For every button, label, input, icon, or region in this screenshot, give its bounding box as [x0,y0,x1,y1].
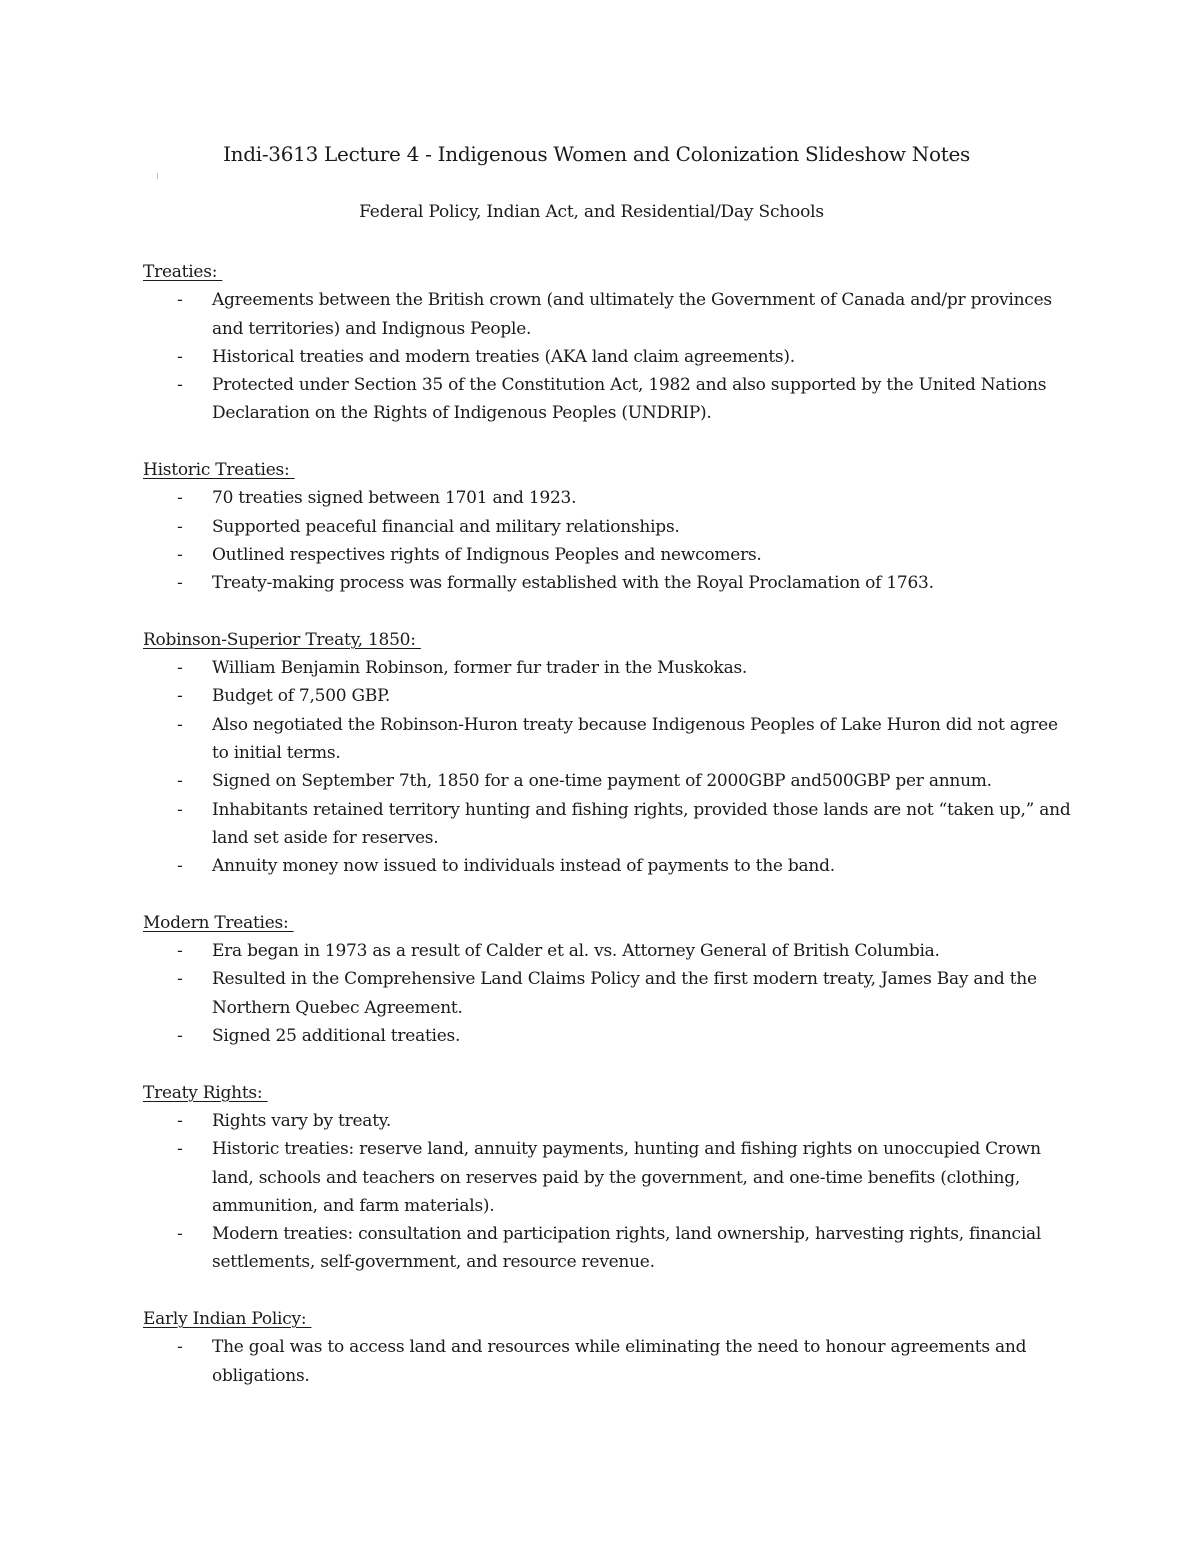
section-heading: Historic Treaties: [143,460,295,481]
notes-section [143,909,1073,1050]
list-item [143,1333,1073,1390]
list-item-text: Signed on September 7th, 1850 for a one-time payment of 2000GBP and500GBP per annum. [212,771,992,792]
list-item [143,852,1073,880]
list-item [143,937,1073,965]
notes-section [143,626,1073,881]
list-item [143,654,1073,682]
bullet-dash: - [177,573,183,594]
bullet-dash: - [177,686,183,707]
list-item [143,965,1073,1022]
bullet-list [143,1333,1073,1390]
bullet-dash: - [177,488,183,509]
notes-body [143,258,1073,1418]
bullet-dash: - [177,799,183,820]
list-item [143,541,1073,569]
list-item-text: Also negotiated the Robinson-Huron treaty because Indigenous Peoples of Lake Huron did not agree to initial terms. [212,714,1058,764]
margin-mark [157,173,158,179]
list-item [143,1220,1073,1277]
list-item [143,371,1073,428]
section-heading: Treaty Rights: [143,1082,268,1103]
list-item [143,569,1073,597]
notes-section [143,1305,1073,1390]
list-item-text: Resulted in the Comprehensive Land Claims Policy and the first modern treaty, James Bay and the Northern Quebec Agreement. [212,969,1037,1018]
list-item-text: Era began in 1973 as a result of Calder et al. vs. Attorney General of British Columbia. [212,941,940,962]
bullet-dash: - [177,1139,183,1160]
bullet-dash: - [177,1337,183,1358]
notes-section [143,1079,1073,1277]
list-item-text: Inhabitants retained territory hunting and fishing rights, provided those lands are not “taken up,” and land set aside for reserves. [212,799,1071,848]
bullet-dash: - [177,1026,183,1047]
bullet-list [143,484,1073,597]
bullet-dash: - [177,714,183,735]
list-item [143,1135,1073,1220]
list-item-text: Agreements between the British crown (and ultimately the Government of Canada and/pr provinces and territories) and Indignous People. [212,290,1052,339]
list-item-text: Supported peaceful financial and military relationships. [212,516,680,537]
list-item [143,682,1073,710]
notes-section [143,258,1073,428]
list-item [143,711,1073,768]
bullet-dash: - [177,1224,183,1245]
list-item [143,343,1073,371]
bullet-list [143,1107,1073,1277]
list-item [143,513,1073,541]
section-heading: Early Indian Policy: [143,1308,312,1329]
list-item-text: 70 treaties signed between 1701 and 1923. [212,488,577,509]
bullet-dash: - [177,658,183,679]
section-heading: Modern Treaties: [143,912,294,933]
section-heading: Robinson-Superior Treaty, 1850: [143,629,421,650]
list-item [143,796,1073,853]
bullet-list [143,286,1073,427]
bullet-dash: - [177,856,183,877]
bullet-dash: - [177,290,183,311]
bullet-list [143,654,1073,880]
list-item-text: Budget of 7,500 GBP. [212,686,390,707]
list-item-text: Rights vary by treaty. [212,1110,392,1131]
list-item-text: Modern treaties: consultation and participation rights, land ownership, harvesting rights, financial settlements, self-government, and resource revenue. [212,1224,1042,1273]
document-subtitle: Federal Policy, Indian Act, and Residential/Day Schools [359,202,824,222]
bullet-dash: - [177,969,183,990]
list-item [143,1022,1073,1050]
list-item [143,484,1073,512]
bullet-list [143,937,1073,1050]
list-item-text: Treaty-making process was formally established with the Royal Proclamation of 1763. [212,573,934,594]
list-item-text: The goal was to access land and resources while eliminating the need to honour agreements and obligations. [212,1337,1027,1386]
list-item-text: Signed 25 additional treaties. [212,1026,461,1047]
list-item-text: Protected under Section 35 of the Constitution Act, 1982 and also supported by the United Nations Declaration on the Rights of Indigenous Peoples (UNDRIP). [212,375,1047,424]
list-item-text: Outlined respectives rights of Indignous Peoples and newcomers. [212,544,762,565]
list-item [143,286,1073,343]
bullet-dash: - [177,346,183,367]
document-title: Indi-3613 Lecture 4 - Indigenous Women and Colonization Slideshow Notes [223,142,970,166]
list-item-text: Historic treaties: reserve land, annuity payments, hunting and fishing rights on unoccupied Crown land, schools and teachers on reserves paid by the government, and one-time benefits (clothing, ammunition, and farm materials). [212,1139,1041,1216]
bullet-dash: - [177,941,183,962]
list-item-text: Historical treaties and modern treaties (AKA land claim agreements). [212,346,795,367]
notes-section [143,456,1073,597]
bullet-dash: - [177,1110,183,1131]
bullet-dash: - [177,375,183,396]
list-item-text: William Benjamin Robinson, former fur trader in the Muskokas. [212,658,748,679]
bullet-dash: - [177,771,183,792]
list-item-text: Annuity money now issued to individuals instead of payments to the band. [212,856,835,877]
list-item [143,1107,1073,1135]
section-heading: Treaties: [143,262,223,282]
bullet-dash: - [177,544,183,565]
list-item [143,767,1073,795]
bullet-dash: - [177,516,183,537]
